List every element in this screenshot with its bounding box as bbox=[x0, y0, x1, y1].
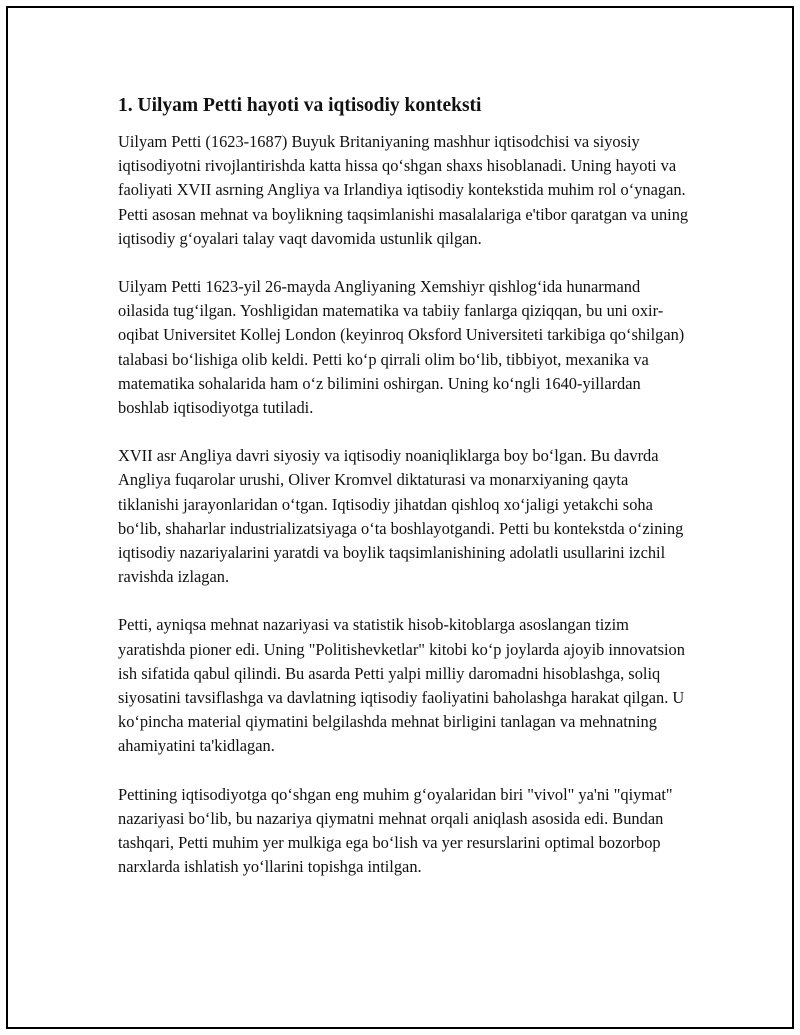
paragraph-biography: Uilyam Petti 1623-yil 26-mayda Angliyaning Xemshiyr qishlog‘ida hunarmand oilasida tug‘ilgan. Yoshligidan matematika va tabiiy fanlarga qiziqqan, bu uni oxir-oqibat Universitet Kollej London (keyinroq Oksford Universiteti tarkibiga qo‘shilgan) talabasi bo‘lishiga olib keldi. Petti ko‘p qirrali olim bo‘lib, tibbiyot, mexanika va matematika sohalarida ham o‘z bilimini oshirgan. Uning ko‘ngli 1640-yillardan boshlab iqtisodiyotga tutiladi. bbox=[118, 277, 685, 418]
section-heading: 1. Uilyam Petti hayoti va iqtisodiy konteksti bbox=[118, 95, 482, 116]
paragraph-labor-theory: Petti, ayniqsa mehnat nazariyasi va statistik hisob-kitoblarga asoslangan tizim yaratishda pioner edi. Uning "Politishevketlar" kitobi ko‘p joylarda ajoyib innovatsion ish sifatida qabul qilindi. Bu asarda Petti yalpi milliy daromadni hisoblashga, soliq siyosatini tavsiflashga va davlatning iqtisodiy faoliyatini baholashga harakat qilgan. U ko‘pincha material qiymatini belgilashda mehnat birligini tanlagan va mehnatning ahamiyatini ta'kidlagan. bbox=[118, 615, 685, 756]
paragraph-value-theory: Pettining iqtisodiyotga qo‘shgan eng muhim g‘oyalaridan biri "vivol" ya'ni "qiymat" nazariyasi bo‘lib, bu nazariya qiymatni mehnat orqali aniqlash asosida edi. Bundan tashqari, Petti muhim yer mulkiga ega bo‘lish va yer resurslarini optimal bozorbop narxlarda ishlatish yo‘llarini topishga intilgan. bbox=[118, 784, 673, 877]
paragraph-historical-context: XVII asr Angliya davri siyosiy va iqtisodiy noaniqliklarga boy bo‘lgan. Bu davrda Angliya fuqarolar urushi, Oliver Kromvel diktaturasi va monarxiyaning qayta tiklanishi jarayonlaridan o‘tgan. Iqtisodiy jihatdan qishloq xo‘jaligi yetakchi soha bo‘lib, shaharlar industrializatsiyaga o‘ta boshlayotgandi. Petti bu kontekstda o‘zining iqtisodiy nazariyalarini yaratdi va boylik taqsimlanishining adolatli usullarini izchil ravishda izlagan. bbox=[118, 446, 684, 587]
paragraph-intro: Uilyam Petti (1623-1687) Buyuk Britaniyaning mashhur iqtisodchisi va siyosiy iqtisodiyotni rivojlantirishda katta hissa qo‘shgan shaxs hisoblanadi. Uning hayoti va faoliyati XVII asrning Angliya va Irlandiya iqtisodiy kontekstida muhim rol o‘ynagan. Petti asosan mehnat va boylikning taqsimlanishi masalalariga e'tibor qaratgan va uning iqtisodiy g‘oyalari talay vaqt davomida ustunlik qilgan. bbox=[118, 132, 689, 248]
document-body bbox=[118, 92, 690, 903]
